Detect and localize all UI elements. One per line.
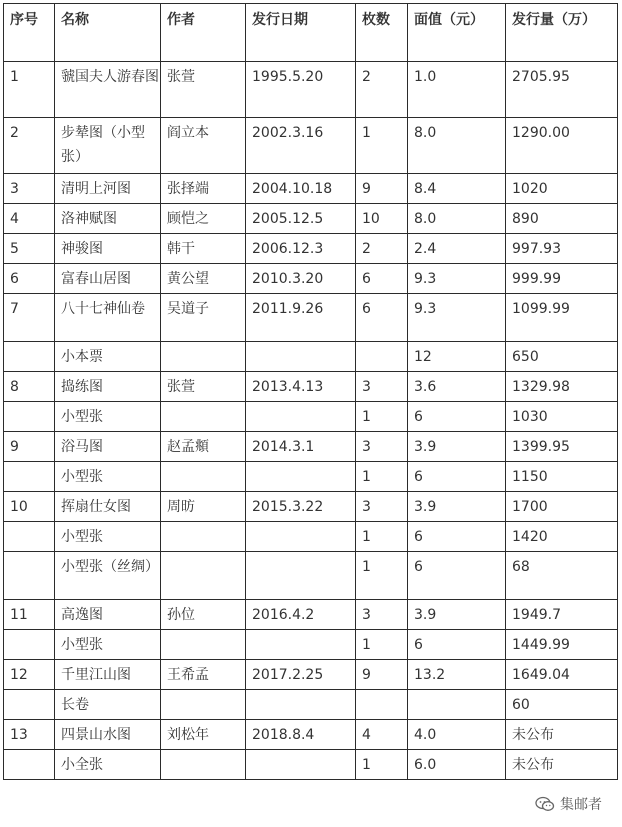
table-row xyxy=(4,600,618,630)
cell-title: 小型张 xyxy=(55,522,161,552)
cell-issue-date xyxy=(246,630,356,660)
cell-index xyxy=(4,552,55,600)
cell-issue-date xyxy=(246,552,356,600)
cell-circulation: 1030 xyxy=(506,402,618,432)
table-row xyxy=(4,264,618,294)
cell-title: 小型张 xyxy=(55,630,161,660)
cell-index: 5 xyxy=(4,234,55,264)
cell-author: 吴道子 xyxy=(161,294,246,342)
cell-circulation: 1329.98 xyxy=(506,372,618,402)
cell-face-value: 6 xyxy=(408,522,506,552)
cell-circulation: 1099.99 xyxy=(506,294,618,342)
cell-title: 小型张 xyxy=(55,462,161,492)
cell-index: 4 xyxy=(4,204,55,234)
cell-author xyxy=(161,402,246,432)
cell-count: 4 xyxy=(356,720,408,750)
cell-count: 2 xyxy=(356,62,408,118)
cell-index: 10 xyxy=(4,492,55,522)
cell-issue-date: 2015.3.22 xyxy=(246,492,356,522)
cell-title: 洛神赋图 xyxy=(55,204,161,234)
table-row xyxy=(4,234,618,264)
cell-title: 小型张 xyxy=(55,402,161,432)
cell-circulation: 1290.00 xyxy=(506,118,618,174)
cell-circulation: 1399.95 xyxy=(506,432,618,462)
cell-issue-date xyxy=(246,690,356,720)
table-row xyxy=(4,462,618,492)
table-row xyxy=(4,432,618,462)
cell-title: 捣练图 xyxy=(55,372,161,402)
cell-title: 长卷 xyxy=(55,690,161,720)
cell-count: 6 xyxy=(356,264,408,294)
cell-title: 四景山水图 xyxy=(55,720,161,750)
cell-issue-date: 2016.4.2 xyxy=(246,600,356,630)
cell-author: 刘松年 xyxy=(161,720,246,750)
cell-author xyxy=(161,630,246,660)
cell-circulation: 1649.04 xyxy=(506,660,618,690)
cell-circulation: 890 xyxy=(506,204,618,234)
cell-face-value: 4.0 xyxy=(408,720,506,750)
cell-face-value: 8.4 xyxy=(408,174,506,204)
cell-count: 9 xyxy=(356,174,408,204)
cell-index: 11 xyxy=(4,600,55,630)
cell-circulation: 650 xyxy=(506,342,618,372)
cell-issue-date: 2014.3.1 xyxy=(246,432,356,462)
table-row xyxy=(4,750,618,780)
table-row xyxy=(4,294,618,342)
cell-circulation: 2705.95 xyxy=(506,62,618,118)
table-row xyxy=(4,522,618,552)
cell-index xyxy=(4,750,55,780)
cell-count: 3 xyxy=(356,372,408,402)
table-row xyxy=(4,690,618,720)
table-row xyxy=(4,372,618,402)
table-row xyxy=(4,630,618,660)
header-issue-date: 发行日期 xyxy=(246,4,356,62)
header-index: 序号 xyxy=(4,4,55,62)
header-face-value: 面值（元） xyxy=(408,4,506,62)
cell-face-value: 9.3 xyxy=(408,294,506,342)
cell-author: 顾恺之 xyxy=(161,204,246,234)
cell-issue-date: 2006.12.3 xyxy=(246,234,356,264)
table-row xyxy=(4,342,618,372)
cell-author xyxy=(161,690,246,720)
cell-face-value: 1.0 xyxy=(408,62,506,118)
cell-count: 1 xyxy=(356,462,408,492)
cell-face-value: 9.3 xyxy=(408,264,506,294)
cell-circulation: 1420 xyxy=(506,522,618,552)
cell-title: 浴马图 xyxy=(55,432,161,462)
cell-count: 1 xyxy=(356,522,408,552)
cell-author: 周昉 xyxy=(161,492,246,522)
header-count: 枚数 xyxy=(356,4,408,62)
cell-index: 7 xyxy=(4,294,55,342)
cell-circulation: 68 xyxy=(506,552,618,600)
table-body xyxy=(4,62,618,780)
cell-issue-date xyxy=(246,402,356,432)
cell-index: 13 xyxy=(4,720,55,750)
table-row xyxy=(4,660,618,690)
cell-count: 6 xyxy=(356,294,408,342)
cell-issue-date: 2011.9.26 xyxy=(246,294,356,342)
cell-author: 赵孟頫 xyxy=(161,432,246,462)
cell-issue-date xyxy=(246,342,356,372)
cell-face-value: 3.9 xyxy=(408,492,506,522)
cell-index: 6 xyxy=(4,264,55,294)
cell-face-value: 6 xyxy=(408,402,506,432)
watermark xyxy=(535,794,602,814)
cell-index xyxy=(4,342,55,372)
cell-title: 挥扇仕女图 xyxy=(55,492,161,522)
cell-issue-date xyxy=(246,462,356,492)
cell-count: 1 xyxy=(356,118,408,174)
cell-index: 2 xyxy=(4,118,55,174)
cell-face-value: 6 xyxy=(408,630,506,660)
cell-title: 虢国夫人游春图 xyxy=(55,62,161,118)
table-row xyxy=(4,720,618,750)
table-row xyxy=(4,118,618,174)
cell-index: 12 xyxy=(4,660,55,690)
cell-title: 小型张（丝绸） xyxy=(55,552,161,600)
table-row xyxy=(4,552,618,600)
cell-issue-date: 2013.4.13 xyxy=(246,372,356,402)
cell-title: 高逸图 xyxy=(55,600,161,630)
cell-author: 黄公望 xyxy=(161,264,246,294)
cell-author: 韩干 xyxy=(161,234,246,264)
table-row xyxy=(4,174,618,204)
cell-circulation: 1449.99 xyxy=(506,630,618,660)
cell-index xyxy=(4,630,55,660)
header-row xyxy=(4,4,618,62)
cell-author: 阎立本 xyxy=(161,118,246,174)
cell-face-value: 6 xyxy=(408,552,506,600)
cell-author: 王希孟 xyxy=(161,660,246,690)
cell-count xyxy=(356,690,408,720)
cell-author xyxy=(161,462,246,492)
cell-face-value: 12 xyxy=(408,342,506,372)
cell-circulation: 1020 xyxy=(506,174,618,204)
cell-author xyxy=(161,522,246,552)
cell-circulation: 60 xyxy=(506,690,618,720)
cell-count: 3 xyxy=(356,432,408,462)
cell-index: 3 xyxy=(4,174,55,204)
header-title: 名称 xyxy=(55,4,161,62)
watermark-text: 集邮者 xyxy=(560,797,602,813)
cell-circulation: 999.99 xyxy=(506,264,618,294)
cell-count: 3 xyxy=(356,492,408,522)
cell-index xyxy=(4,462,55,492)
cell-index: 9 xyxy=(4,432,55,462)
cell-count: 1 xyxy=(356,750,408,780)
cell-face-value: 3.6 xyxy=(408,372,506,402)
cell-author: 孙位 xyxy=(161,600,246,630)
cell-author: 张萱 xyxy=(161,62,246,118)
cell-title: 清明上河图 xyxy=(55,174,161,204)
table-row xyxy=(4,492,618,522)
cell-circulation: 1949.7 xyxy=(506,600,618,630)
cell-circulation: 1700 xyxy=(506,492,618,522)
cell-circulation: 1150 xyxy=(506,462,618,492)
cell-issue-date: 2010.3.20 xyxy=(246,264,356,294)
cell-author: 张择端 xyxy=(161,174,246,204)
cell-face-value: 3.9 xyxy=(408,600,506,630)
header-author: 作者 xyxy=(161,4,246,62)
cell-face-value: 8.0 xyxy=(408,118,506,174)
cell-index xyxy=(4,402,55,432)
cell-face-value: 6 xyxy=(408,462,506,492)
wechat-icon xyxy=(535,796,555,812)
cell-face-value: 13.2 xyxy=(408,660,506,690)
cell-index: 8 xyxy=(4,372,55,402)
cell-count xyxy=(356,342,408,372)
cell-face-value: 8.0 xyxy=(408,204,506,234)
cell-issue-date xyxy=(246,750,356,780)
cell-title: 步辇图（小型张） xyxy=(55,118,161,174)
cell-circulation: 未公布 xyxy=(506,750,618,780)
cell-author xyxy=(161,342,246,372)
cell-author xyxy=(161,750,246,780)
cell-title: 小全张 xyxy=(55,750,161,780)
cell-count: 9 xyxy=(356,660,408,690)
cell-issue-date: 2017.2.25 xyxy=(246,660,356,690)
cell-title: 千里江山图 xyxy=(55,660,161,690)
cell-face-value: 6.0 xyxy=(408,750,506,780)
cell-face-value xyxy=(408,690,506,720)
cell-circulation: 997.93 xyxy=(506,234,618,264)
table-row xyxy=(4,62,618,118)
cell-issue-date: 2002.3.16 xyxy=(246,118,356,174)
cell-face-value: 3.9 xyxy=(408,432,506,462)
cell-issue-date: 2018.8.4 xyxy=(246,720,356,750)
table-row xyxy=(4,402,618,432)
cell-title: 小本票 xyxy=(55,342,161,372)
cell-count: 1 xyxy=(356,552,408,600)
cell-title: 神骏图 xyxy=(55,234,161,264)
cell-author xyxy=(161,552,246,600)
table-row xyxy=(4,204,618,234)
cell-issue-date: 1995.5.20 xyxy=(246,62,356,118)
cell-count: 3 xyxy=(356,600,408,630)
cell-author: 张萱 xyxy=(161,372,246,402)
cell-issue-date xyxy=(246,522,356,552)
cell-index: 1 xyxy=(4,62,55,118)
header-circulation: 发行量（万） xyxy=(506,4,618,62)
cell-count: 1 xyxy=(356,402,408,432)
cell-issue-date: 2005.12.5 xyxy=(246,204,356,234)
cell-index xyxy=(4,522,55,552)
cell-title: 富春山居图 xyxy=(55,264,161,294)
cell-index xyxy=(4,690,55,720)
stamp-issue-table xyxy=(3,3,618,780)
cell-count: 10 xyxy=(356,204,408,234)
cell-count: 1 xyxy=(356,630,408,660)
cell-face-value: 2.4 xyxy=(408,234,506,264)
cell-count: 2 xyxy=(356,234,408,264)
cell-circulation: 未公布 xyxy=(506,720,618,750)
cell-issue-date: 2004.10.18 xyxy=(246,174,356,204)
cell-title: 八十七神仙卷 xyxy=(55,294,161,342)
